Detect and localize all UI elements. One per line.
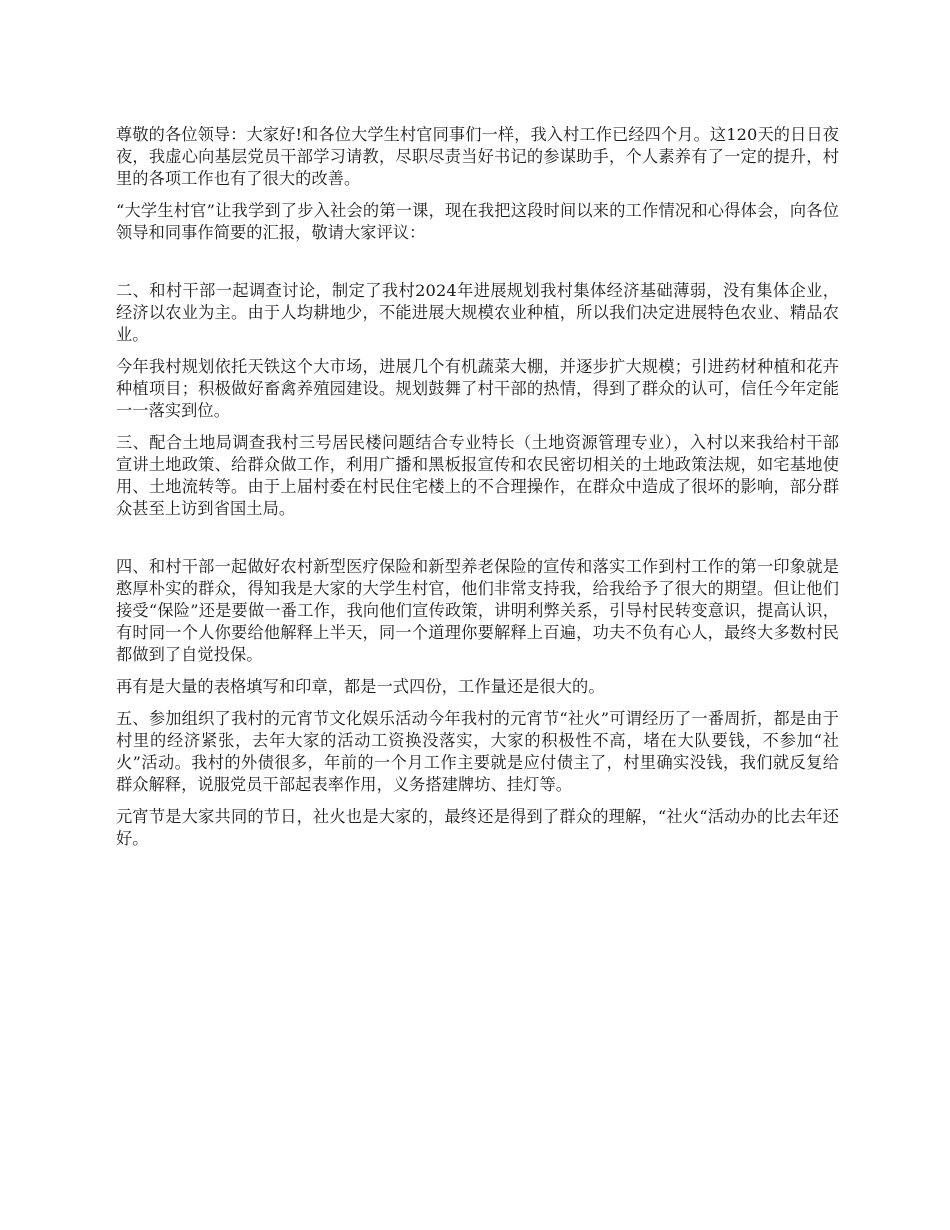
paragraph-gap	[116, 254, 839, 280]
paragraph-section-five: 五、参加组织了我村的元宵节文化娱乐活动今年我村的元宵节“社火”可谓经历了一番周折，都是由于村里的经济紧张，去年大家的活动工资换没落实，大家的积极性不高，堵在大队要钱，不参加“社火”活动。我村的外债很多，年前的一个月工作主要就是应付债主了，村里确实没钱，我们就反复给群众解释，说服党员干部起表率作用，义务搭建牌坊、挂灯等。	[116, 709, 839, 794]
paragraph-forms: 再有是大量的表格填写和印章，都是一式四份，工作量还是很大的。	[116, 677, 605, 696]
document-body	[116, 124, 839, 860]
paragraph-intro: “大学生村官”让我学到了步入社会的第一课，现在我把这段时间以来的工作情况和心得体会，向各位领导和同事作简要的汇报，敬请大家评议：	[116, 201, 839, 242]
paragraph-greeting: 尊敬的各位领导：大家好!和各位大学生村官同事们一样，我入村工作已经四个月。这120天的日日夜夜，我虚心向基层党员干部学习请教，尽职尽责当好书记的参谋助手，个人素养有了一定的提升，村里的各项工作也有了很大的改善。	[116, 125, 839, 188]
paragraph-plan: 今年我村规划依托天铁这个大市场，进展几个有机蔬菜大棚，并逐步扩大规模；引进药材种植和花卉种植项目；积极做好畜禽养殖园建设。规划鼓舞了村干部的热情，得到了群众的认可，信任今年定能一一落实到位。	[116, 357, 839, 420]
paragraph-section-four: 四、和村干部一起做好农村新型医疗保险和新型养老保险的宣传和落实工作到村工作的第一印象就是憨厚朴实的群众，得知我是大家的大学生村官，他们非常支持我，给我给予了很大的期望。但让他们接受“保险”还是要做一番工作，我向他们宣传政策，讲明利弊关系，引导村民转变意识，提高认识，有时同一个人你要给他解释上半天，同一个道理你要解释上百遍，功夫不负有心人，最终大多数村民都做到了自觉投保。	[116, 557, 839, 664]
paragraph-gap	[116, 530, 839, 556]
paragraph-conclusion: 元宵节是大家共同的节日，社火也是大家的，最终还是得到了群众的理解，“社火“活动办的比去年还好。	[116, 807, 839, 848]
paragraph-section-two: 二、和村干部一起调查讨论，制定了我村2024年进展规划我村集体经济基础薄弱，没有集体企业，经济以农业为主。由于人均耕地少，不能进展大规模农业种植，所以我们决定进展特色农业、精品农业。	[116, 281, 839, 344]
paragraph-section-three: 三、配合土地局调查我村三号居民楼问题结合专业特长（土地资源管理专业），入村以来我给村干部宣讲土地政策、给群众做工作，利用广播和黑板报宣传和农民密切相关的土地政策法规，如宅基地使用、土地流转等。由于上届村委在村民住宅楼上的不合理操作，在群众中造成了很坏的影响，部分群众甚至上访到省国土局。	[116, 433, 839, 518]
